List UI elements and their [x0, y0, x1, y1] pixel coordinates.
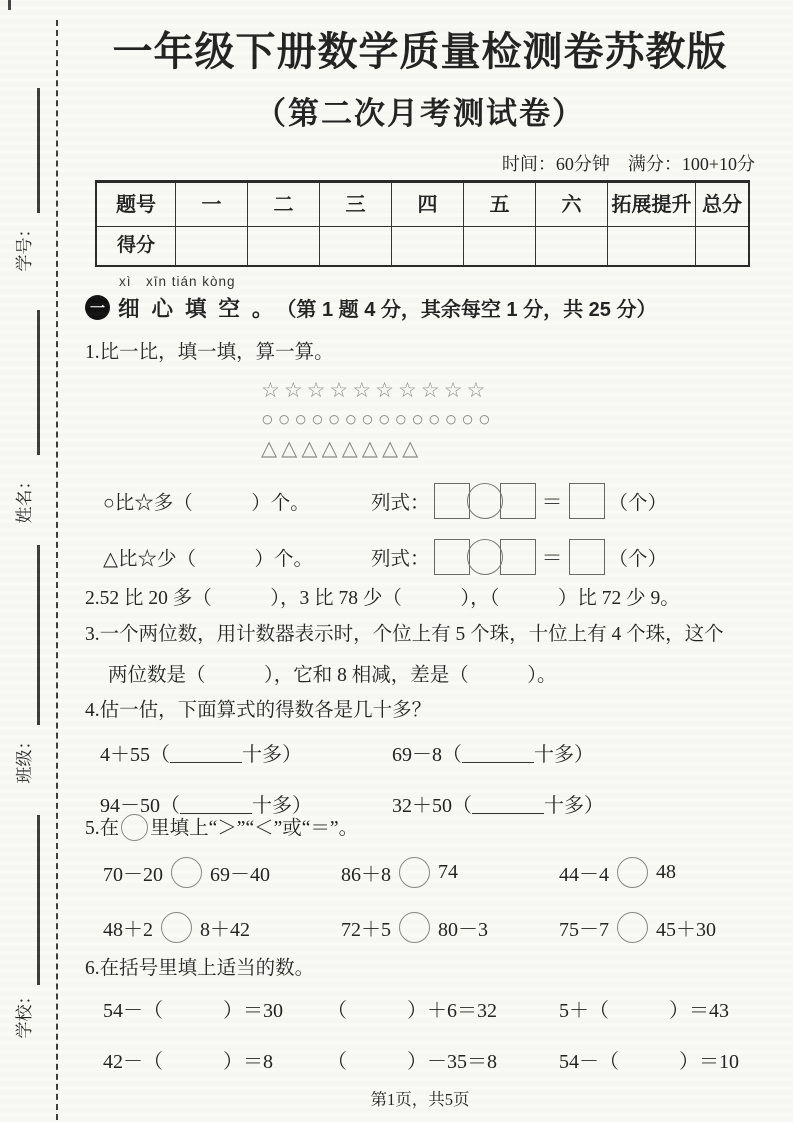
comparison-circle	[171, 857, 202, 888]
score-cell	[535, 227, 607, 265]
fill-circle-icon	[121, 814, 148, 841]
compare-statement: △比☆少（ ）个。	[103, 549, 313, 570]
circle-icon: ○	[377, 407, 391, 431]
score-row-label: 得分	[116, 235, 155, 256]
circle-icon: ○	[327, 407, 341, 431]
question-3-line-2: 两位数是（ ），它和 8 相减，差是（ ）。	[108, 665, 557, 686]
question-1-prompt: 1.比一比，填一填，算一算。	[85, 342, 334, 363]
left-expression: 72＋5	[341, 919, 391, 941]
question-5-prompt-pre: 5.在	[85, 818, 120, 839]
score-table-header-cell: 二	[247, 183, 319, 227]
expression: 4＋55（	[100, 744, 170, 766]
score-table-header-cell: 拓展提升	[607, 183, 695, 227]
triangle-icon: △	[381, 436, 399, 460]
circle-icon: ○	[311, 407, 324, 431]
triangle-icon: △	[321, 436, 338, 460]
question-1-line-b	[85, 535, 755, 579]
score-cell	[247, 227, 319, 265]
unit-label: （个）	[608, 493, 668, 514]
score-table-header-cell: 四	[391, 183, 463, 227]
score-table-header-cell: 五	[463, 183, 535, 227]
fill-number-equation: 5＋（ ）＝43	[559, 1000, 729, 1022]
expression-suffix: 十多）	[242, 744, 302, 766]
school-write-line	[37, 815, 40, 985]
answer-blank	[170, 742, 242, 763]
operator-circle	[467, 483, 503, 519]
student-id-label: 学号：	[15, 220, 34, 272]
triangle-icon: △	[361, 436, 378, 460]
comparison-item	[559, 857, 755, 888]
score-cell	[695, 227, 748, 265]
page-number-footer: 第1页，共5页	[370, 1090, 470, 1109]
expression: 32＋50（	[392, 795, 472, 817]
section-1-header	[85, 270, 755, 323]
score-cell	[319, 227, 391, 265]
operand-box	[434, 539, 470, 575]
operand-box	[500, 539, 536, 575]
question-2	[85, 582, 755, 610]
star-icon: ☆	[261, 378, 280, 402]
comparison-circle	[161, 912, 192, 943]
right-expression: 74	[438, 861, 458, 883]
star-icon: ☆	[466, 378, 486, 402]
question-1-line-a	[85, 479, 755, 523]
seal-dashed-line	[56, 20, 58, 1120]
circle-icon: ○	[361, 407, 374, 431]
name-label: 姓名：	[15, 472, 34, 524]
star-icon: ☆	[283, 378, 303, 402]
question-2-text: 2.52 比 20 多（ ），3 比 78 少（ ），（ ）比 72 少 9。	[85, 588, 680, 609]
question-1	[85, 336, 755, 579]
question-3-line-1: 3.一个两位数，用计数器表示时，个位上有 5 个珠，十位上有 4 个珠，这个	[85, 624, 724, 645]
question-5-prompt	[85, 812, 755, 841]
score-table-header-cell: 六	[535, 183, 607, 227]
circle-icon: ○	[411, 407, 424, 431]
operand-box	[500, 483, 536, 519]
question-6-items	[85, 994, 755, 1074]
expression-suffix: 十多）	[544, 795, 604, 817]
question-6	[85, 952, 755, 1074]
left-expression: 86＋8	[341, 864, 391, 886]
triangle-icon: △	[341, 436, 358, 460]
answer-blank	[472, 793, 544, 814]
student-id-write-line	[37, 88, 40, 213]
right-expression: 45＋30	[656, 919, 716, 941]
score-cell	[607, 227, 695, 265]
section-1-points-note: （第 1 题 4 分，其余每空 1 分，共 25 分）	[276, 299, 657, 321]
left-expression: 75－7	[559, 919, 609, 941]
star-icon: ☆	[397, 378, 417, 402]
comparison-item	[341, 912, 559, 943]
right-expression: 48	[656, 861, 676, 883]
estimate-item	[100, 738, 392, 767]
equation-label: 列式：	[371, 549, 430, 570]
score-cell	[391, 227, 463, 265]
right-expression: 80－3	[438, 919, 488, 941]
score-cell	[463, 227, 535, 265]
equals-sign: ＝	[541, 546, 563, 570]
fill-number-equation: 42－（ ）＝8	[103, 1051, 273, 1073]
comparison-circle	[399, 912, 430, 943]
section-1-title: 细 心 填 空 。	[118, 297, 277, 321]
question-5	[85, 812, 755, 943]
answer-box	[569, 483, 605, 519]
compare-statement: ○比☆多（ ）个。	[103, 493, 310, 514]
left-expression: 48＋2	[103, 919, 153, 941]
left-expression: 44－4	[559, 864, 609, 886]
score-table-header-cell: 题号	[97, 183, 175, 227]
right-expression: 8＋42	[200, 919, 250, 941]
score-cell	[175, 227, 247, 265]
score-table	[95, 180, 750, 267]
triangle-icon: △	[402, 436, 419, 460]
star-row	[261, 376, 755, 405]
question-4-items	[85, 738, 755, 818]
score-table-header-cell: 总分	[695, 183, 748, 227]
circle-icon: ○	[477, 407, 491, 431]
equation-label: 列式：	[371, 493, 430, 514]
answer-blank	[180, 793, 252, 814]
equals-sign: ＝	[541, 490, 563, 514]
question-5-prompt-post: 里填上“＞”“＜”或“＝”。	[150, 818, 359, 839]
comparison-circle	[617, 857, 648, 888]
star-icon: ☆	[329, 378, 349, 402]
answer-blank	[462, 742, 534, 763]
class-label: 班级：	[15, 732, 34, 784]
star-icon: ☆	[375, 378, 394, 402]
triangle-icon: △	[281, 436, 298, 460]
question-4	[85, 694, 755, 818]
expression-suffix: 十多）	[252, 795, 312, 817]
circle-icon: ○	[427, 407, 441, 431]
comparison-item	[103, 912, 341, 943]
shape-comparison-figure	[261, 376, 755, 463]
comparison-item	[103, 857, 341, 888]
paper-title: 一年级下册数学质量检测卷苏教版	[112, 29, 728, 74]
section-number-badge-icon: 一	[85, 295, 110, 320]
question-4-prompt: 4.估一估，下面算式的得数各是几十多？	[85, 700, 432, 721]
triangle-icon: △	[261, 436, 278, 460]
circle-icon: ○	[294, 407, 308, 431]
operator-circle	[467, 539, 503, 575]
fill-number-equation: 54－（ ）＝30	[103, 1000, 283, 1022]
question-6-prompt: 6.在括号里填上适当的数。	[85, 958, 315, 979]
paper-subtitle: （第二次月考测试卷）	[255, 96, 585, 131]
circle-icon: ○	[461, 407, 474, 431]
expression: 94－50（	[100, 795, 180, 817]
fill-number-equation: （ ）－35＝8	[327, 1051, 497, 1073]
question-5-items	[85, 857, 755, 943]
estimate-item	[392, 738, 755, 767]
comparison-item	[341, 857, 559, 888]
comparison-circle	[617, 912, 648, 943]
circle-row	[261, 405, 755, 434]
star-icon: ☆	[352, 378, 372, 402]
right-expression: 69－40	[210, 864, 270, 886]
operand-box	[434, 483, 470, 519]
fill-number-equation: 54－（ ）＝10	[559, 1051, 739, 1073]
circle-icon: ○	[344, 407, 358, 431]
circle-icon: ○	[444, 407, 458, 431]
star-icon: ☆	[420, 378, 440, 402]
expression: 69－8（	[392, 744, 462, 766]
section-1-pinyin: xì xīn tián kòng	[119, 274, 236, 289]
question-3	[85, 618, 755, 687]
answer-box	[569, 539, 605, 575]
unit-label: （个）	[608, 549, 668, 570]
time-and-score-info: 时间：60分钟 满分：100+10分	[501, 154, 755, 174]
expression-suffix: 十多）	[534, 744, 594, 766]
name-write-line	[37, 310, 40, 455]
school-label: 学校：	[15, 987, 34, 1039]
triangle-row	[261, 434, 755, 463]
triangle-icon: △	[301, 436, 318, 460]
left-expression: 70－20	[103, 864, 163, 886]
score-table-header-cell: 一	[175, 183, 247, 227]
comparison-item	[559, 912, 755, 943]
class-write-line	[37, 545, 40, 725]
star-icon: ☆	[443, 378, 463, 402]
comparison-circle	[399, 857, 430, 888]
corner-crop-mark	[8, 0, 11, 10]
star-icon: ☆	[306, 378, 326, 402]
score-table-header-cell: 三	[319, 183, 391, 227]
circle-icon: ○	[261, 407, 274, 431]
circle-icon: ○	[394, 407, 408, 431]
circle-icon: ○	[277, 407, 291, 431]
fill-number-equation: （ ）＋6＝32	[327, 1000, 497, 1022]
